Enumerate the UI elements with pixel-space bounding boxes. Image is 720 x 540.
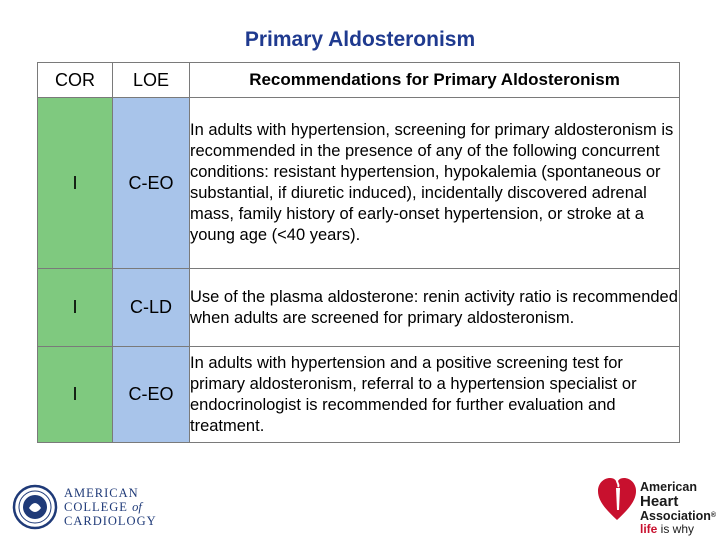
- page-title: Primary Aldosteronism: [244, 28, 476, 51]
- acc-line-1: AMERICAN: [64, 486, 139, 500]
- loe-cell: C-EO: [113, 98, 190, 269]
- acc-line-3: CARDIOLOGY: [64, 514, 157, 528]
- recommendation-text: In adults with hypertension and a positive screening test for primary aldosteronism, referral to a hypertension specialist or endocrinologist is recommended for further evaluation and treatment.: [190, 347, 680, 443]
- acc-line-2: COLLEGE of: [64, 500, 142, 514]
- cor-cell: I: [38, 347, 113, 443]
- table-row: [38, 347, 680, 443]
- heart-torch-icon: [596, 474, 638, 524]
- aha-tagline: life is why: [640, 522, 695, 536]
- loe-cell: C-LD: [113, 269, 190, 347]
- header-loe: LOE: [113, 63, 190, 98]
- table-header-row: [38, 63, 680, 98]
- loe-cell: C-EO: [113, 347, 190, 443]
- recommendations-table: [37, 62, 680, 443]
- table-row: [38, 269, 680, 347]
- cor-cell: I: [38, 98, 113, 269]
- acc-logo: [12, 484, 162, 530]
- header-recommendations: Recommendations for Primary Aldosteronism: [190, 63, 680, 98]
- header-cor: COR: [38, 63, 113, 98]
- acc-seal-icon: [12, 484, 58, 530]
- acc-wordmark: [64, 486, 157, 528]
- recommendation-text: In adults with hypertension, screening for primary aldosteronism is recommended in the presence of any of the following concurrent conditions: resistant hypertension, hypokalemia (spontaneous or substantial, if diuretic induced), incidentally discovered adrenal mass, family history of early-onset hypertension, or stroke at a young age (<40 years).: [190, 98, 680, 269]
- table-row: [38, 98, 680, 269]
- cor-cell: I: [38, 269, 113, 347]
- aha-wordmark: American Heart Association®: [640, 480, 717, 523]
- recommendation-text: Use of the plasma aldosterone: renin activity ratio is recommended when adults are screened for primary aldosteronism.: [190, 269, 680, 347]
- aha-logo: [596, 472, 717, 538]
